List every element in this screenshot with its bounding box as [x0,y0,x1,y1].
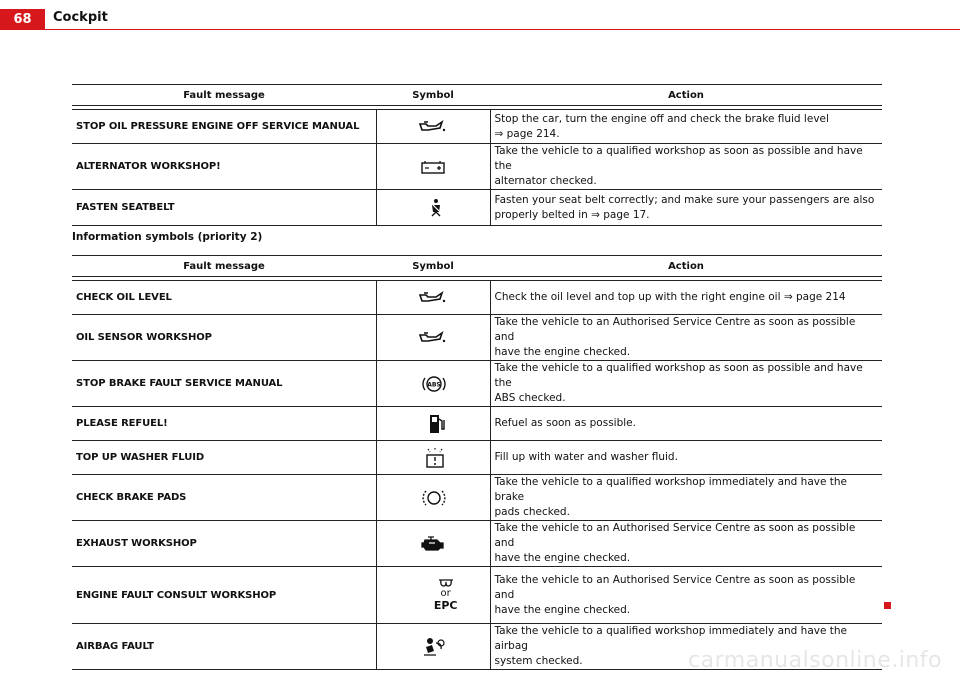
symbol-cell [376,441,490,475]
page-header [0,0,960,30]
page-title: Cockpit [53,10,108,25]
table-row [72,475,882,521]
glow-plug-icon [437,578,455,588]
table-row [72,315,882,361]
table-row [72,361,882,407]
action-text: Take the vehicle to a qualified workshop immediately and have the brake pads checked. [490,475,882,521]
abs-icon [422,374,446,394]
fault-message: STOP OIL PRESSURE ENGINE OFF SERVICE MANUAL [72,110,376,144]
oil-can-icon [418,331,446,345]
action-text: Check the oil level and top up with the right engine oil ⇒ page 214 [490,281,882,315]
action-text: Take the vehicle to a qualified workshop immediately and have the airbag system checked. [490,624,882,670]
table-row [72,567,882,624]
action-text: Take the vehicle to an Authorised Service Centre as soon as possible and have the engine checked. [490,521,882,567]
table-row [72,144,882,190]
table-row [72,281,882,315]
symbol-cell [376,361,490,407]
svg-text:ABS: ABS [426,381,441,388]
action-text: Take the vehicle to a qualified workshop as soon as possible and have the ABS checked. [490,361,882,407]
action-text: Take the vehicle to an Authorised Service Centre as soon as possible and have the engine checked. [490,567,882,624]
fault-message: ENGINE FAULT CONSULT WORKSHOP [72,567,376,624]
symbol-cell [376,475,490,521]
fault-table-priority-1 [72,84,882,226]
epc-icon: EPC [433,599,458,612]
column-header-symbol: Symbol [376,85,490,106]
seatbelt-icon [426,198,446,218]
fault-message: STOP BRAKE FAULT SERVICE MANUAL [72,361,376,407]
column-header-fault-message: Fault message [72,256,376,277]
symbol-cell [376,315,490,361]
header-divider [0,29,960,30]
table-row [72,441,882,475]
symbol-cell [376,624,490,670]
action-text: Take the vehicle to a qualified workshop as soon as possible and have the alternator checked. [490,144,882,190]
symbol-cell [376,281,490,315]
watermark: carmanualsonline.info [688,648,942,673]
fault-message: ALTERNATOR WORKSHOP! [72,144,376,190]
column-header-symbol: Symbol [376,256,490,277]
action-text: Stop the car, turn the engine off and check the brake fluid level ⇒ page 214. [490,110,882,144]
action-text: Fill up with water and washer fluid. [490,441,882,475]
fault-message: CHECK OIL LEVEL [72,281,376,315]
symbol-cell [376,190,490,226]
symbol-cell [376,407,490,441]
fault-message: PLEASE REFUEL! [72,407,376,441]
table-row [72,110,882,144]
fault-table-priority-2 [72,255,882,670]
fault-message: EXHAUST WORKSHOP [72,521,376,567]
airbag-icon [422,637,446,657]
action-text: Refuel as soon as possible. [490,407,882,441]
battery-icon [420,160,446,174]
section-end-marker [884,602,891,609]
fault-message: FASTEN SEATBELT [72,190,376,226]
symbol-cell [376,567,490,624]
engine-icon [420,535,446,553]
table-row [72,521,882,567]
action-text: Fasten your seat belt correctly; and make sure your passengers are also properly belted in ⇒ page 17. [490,190,882,226]
oil-can-icon [418,291,446,305]
section-subheading: Information symbols (priority 2) [72,231,263,243]
brake-pads-icon [422,488,446,508]
column-header-fault-message: Fault message [72,85,376,106]
symbol-cell [376,144,490,190]
table-row [72,407,882,441]
symbol-cell [376,110,490,144]
column-header-action: Action [490,85,882,106]
oil-can-icon [418,120,446,134]
or-text: or [440,588,451,599]
symbol-cell [376,521,490,567]
fault-message: TOP UP WASHER FLUID [72,441,376,475]
fault-message: AIRBAG FAULT [72,624,376,670]
page-number: 68 [0,9,45,30]
column-header-action: Action [490,256,882,277]
action-text: Take the vehicle to an Authorised Service Centre as soon as possible and have the engine checked. [490,315,882,361]
table-row [72,190,882,226]
fault-message: OIL SENSOR WORKSHOP [72,315,376,361]
fuel-pump-icon [428,413,446,435]
fault-message: CHECK BRAKE PADS [72,475,376,521]
washer-fluid-icon [424,447,446,469]
